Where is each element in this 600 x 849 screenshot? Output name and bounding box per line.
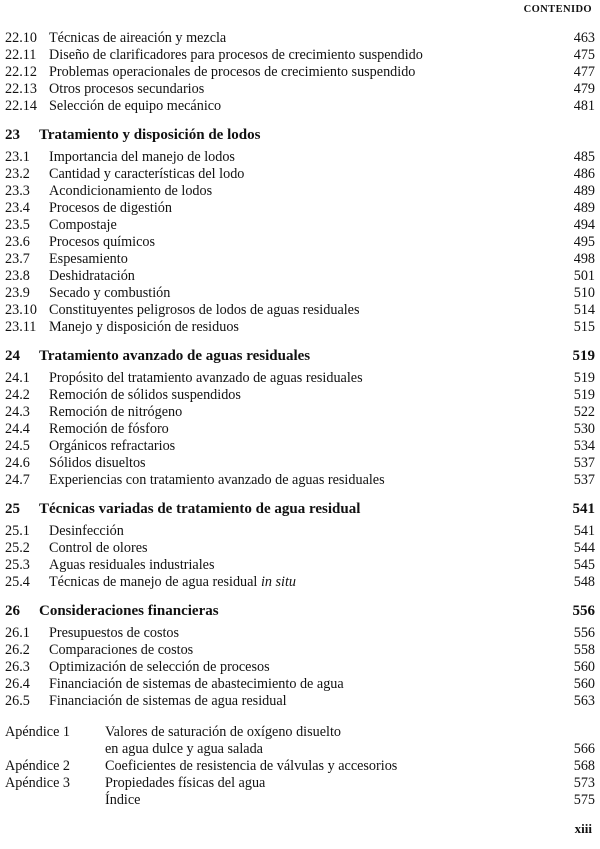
entry-page-number: 558 <box>573 642 595 658</box>
entry-title <box>49 421 169 438</box>
toc-entry <box>5 149 595 166</box>
entry-title-text: Orgánicos refractarios <box>49 438 176 454</box>
table-of-contents <box>5 30 595 809</box>
entry-title-text: Técnicas variadas de tratamiento de agua residual <box>39 501 361 517</box>
toc-entry <box>5 217 595 234</box>
entry-number: 24.7 <box>5 472 30 488</box>
entry-title-text: Problemas operacionales de procesos de crecimiento suspendido <box>49 64 416 80</box>
entry-page-number: 495 <box>573 234 595 250</box>
entry-title-text: Manejo y disposición de residuos <box>49 319 239 335</box>
entry-number: 23.8 <box>5 268 30 284</box>
entry-title-text: Control de olores <box>49 540 148 556</box>
toc-entry <box>5 387 595 404</box>
entry-title <box>49 659 270 676</box>
toc-entry-continuation <box>5 741 595 758</box>
entry-title <box>49 98 221 115</box>
entry-title <box>49 387 241 404</box>
toc-entry <box>5 455 595 472</box>
entry-number: 26.4 <box>5 676 30 692</box>
entry-title-text: Selección de equipo mecánico <box>49 98 222 114</box>
entry-number: 24.1 <box>5 370 30 386</box>
toc-entry <box>5 523 595 540</box>
entry-page-number: 560 <box>573 676 595 692</box>
toc-entry <box>5 693 595 710</box>
entry-number: 26.3 <box>5 659 30 675</box>
entry-page-number: 575 <box>573 792 595 808</box>
entry-title-text: Diseño de clarificadores para procesos de crecimiento suspendido <box>49 47 423 63</box>
entry-page-number: 548 <box>573 574 595 590</box>
entry-title-text: Financiación de sistemas de abastecimiento de agua <box>49 676 344 692</box>
entry-title <box>49 285 170 302</box>
entry-title <box>49 319 239 336</box>
chapter-heading <box>5 599 595 623</box>
entry-number: 23.6 <box>5 234 30 250</box>
entry-title-text: Remoción de nitrógeno <box>49 404 183 420</box>
entry-title <box>49 540 148 557</box>
toc-entry <box>5 64 595 81</box>
entry-title-text: Otros procesos secundarios <box>49 81 205 97</box>
entry-number: 23.2 <box>5 166 30 182</box>
entry-page-number: 560 <box>573 659 595 675</box>
chapter-heading <box>5 344 595 368</box>
toc-entry <box>5 472 595 489</box>
entry-page-number: 568 <box>573 758 595 774</box>
entry-number: 22.12 <box>5 64 37 80</box>
toc-entry <box>5 268 595 285</box>
entry-title-text: Remoción de fósforo <box>49 421 169 437</box>
entry-number: 24.2 <box>5 387 30 403</box>
entry-title <box>49 47 423 64</box>
entry-title <box>49 472 385 489</box>
entry-number: 25 <box>5 501 20 517</box>
appendix-entry <box>5 775 595 792</box>
entry-number: 26 <box>5 603 20 619</box>
toc-entry <box>5 370 595 387</box>
entry-title <box>49 557 214 574</box>
chapter-heading <box>5 123 595 147</box>
entry-title <box>105 792 140 809</box>
entry-number: 23.1 <box>5 149 30 165</box>
entry-page-number: 481 <box>573 98 595 114</box>
entry-title <box>49 183 212 200</box>
entry-number: 26.5 <box>5 693 30 709</box>
entry-page-number: 522 <box>573 404 595 420</box>
entry-title <box>49 200 172 217</box>
toc-entry <box>5 47 595 64</box>
entry-title-italic: in situ <box>260 574 297 590</box>
entry-title <box>49 302 360 319</box>
entry-title <box>49 574 296 591</box>
entry-title-text: Índice <box>105 792 141 808</box>
entry-title <box>49 81 204 98</box>
entry-title <box>49 455 146 472</box>
entry-page-number: 541 <box>572 501 595 517</box>
entry-title <box>49 166 244 183</box>
toc-entry <box>5 183 595 200</box>
toc-entry <box>5 302 595 319</box>
toc-entry <box>5 404 595 421</box>
entry-title-text: Financiación de sistemas de agua residual <box>49 693 287 709</box>
entry-number: 22.13 <box>5 81 37 97</box>
entry-title <box>105 775 265 792</box>
entry-title <box>105 758 397 775</box>
entry-page-number: 486 <box>573 166 595 182</box>
entry-title-text: Acondicionamiento de lodos <box>49 183 213 199</box>
entry-title-text: Constituyentes peligrosos de lodos de aguas residuales <box>49 302 360 318</box>
entry-title-text: Valores de saturación de oxígeno disuelto <box>105 724 341 740</box>
entry-title <box>39 344 310 368</box>
entry-number: 25.3 <box>5 557 30 573</box>
entry-page-number: 494 <box>573 217 595 233</box>
entry-number: 24.5 <box>5 438 30 454</box>
entry-number: Apéndice 3 <box>5 775 71 791</box>
entry-page-number: 514 <box>573 302 595 318</box>
entry-title <box>39 123 260 147</box>
entry-title-text: Propósito del tratamiento avanzado de aguas residuales <box>49 370 363 386</box>
entry-page-number: 537 <box>573 455 595 471</box>
toc-entry <box>5 166 595 183</box>
entry-number: 22.14 <box>5 98 37 114</box>
entry-title-text: Desinfección <box>49 523 124 539</box>
entry-title-text: Tratamiento y disposición de lodos <box>39 127 261 143</box>
toc-entry <box>5 642 595 659</box>
entry-page-number: 519 <box>573 370 595 386</box>
toc-entry <box>5 285 595 302</box>
entry-title-text: Compostaje <box>49 217 117 233</box>
entry-title-text: en agua dulce y agua salada <box>105 741 263 757</box>
toc-entry <box>5 98 595 115</box>
entry-title <box>39 599 219 623</box>
toc-entry <box>5 200 595 217</box>
entry-page-number: 510 <box>573 285 595 301</box>
entry-title <box>49 64 415 81</box>
toc-entry <box>5 251 595 268</box>
toc-entry <box>5 659 595 676</box>
toc-entry-continuation <box>5 792 595 809</box>
entry-title <box>49 149 235 166</box>
entry-page-number: 479 <box>573 81 595 97</box>
entry-title-text: Deshidratación <box>49 268 135 284</box>
entry-page-number: 477 <box>573 64 595 80</box>
entry-title <box>49 251 128 268</box>
entry-title <box>49 676 344 693</box>
entry-title-text: Importancia del manejo de lodos <box>49 149 235 165</box>
entry-title-text: Presupuestos de costos <box>49 625 180 641</box>
toc-entry <box>5 438 595 455</box>
entry-title <box>49 217 117 234</box>
entry-page-number: 545 <box>573 557 595 573</box>
appendix-entry <box>5 758 595 775</box>
entry-title-text: Experiencias con tratamiento avanzado de aguas residuales <box>49 472 385 488</box>
entry-number: 24 <box>5 348 20 364</box>
entry-title-text: Coeficientes de resistencia de válvulas y accesorios <box>105 758 398 774</box>
entry-number: 24.3 <box>5 404 30 420</box>
entry-page-number: 556 <box>572 603 595 619</box>
entry-number: Apéndice 2 <box>5 758 71 774</box>
entry-page-number: 485 <box>573 149 595 165</box>
chapter-heading <box>5 497 595 521</box>
entry-title <box>39 497 360 521</box>
entry-title-text: Propiedades físicas del agua <box>105 775 266 791</box>
entry-title-text: Cantidad y características del lodo <box>49 166 245 182</box>
entry-title <box>49 268 135 285</box>
entry-page-number: 519 <box>573 387 595 403</box>
entry-page-number: 566 <box>573 741 595 757</box>
entry-page-number: 537 <box>573 472 595 488</box>
entry-number: 24.6 <box>5 455 30 471</box>
entry-page-number: 498 <box>573 251 595 267</box>
entry-number: 22.11 <box>5 47 37 63</box>
toc-entry <box>5 625 595 642</box>
entry-page-number: 519 <box>572 348 595 364</box>
entry-number: 22.10 <box>5 30 37 46</box>
entry-number: 26.2 <box>5 642 30 658</box>
entry-title <box>49 693 287 710</box>
entry-title <box>49 234 155 251</box>
entry-title <box>105 741 263 758</box>
entry-number: 23.4 <box>5 200 30 216</box>
entry-title <box>105 724 341 741</box>
entry-page-number: 530 <box>573 421 595 437</box>
page-number: xiii <box>574 821 592 836</box>
entry-number: 25.4 <box>5 574 30 590</box>
entry-number: 26.1 <box>5 625 30 641</box>
appendix-entry <box>5 724 595 741</box>
entry-title-text: Técnicas de manejo de agua residual <box>49 574 258 590</box>
entry-number: 24.4 <box>5 421 30 437</box>
entry-title <box>49 438 175 455</box>
entry-title <box>49 404 182 421</box>
entry-number: 23.11 <box>5 319 37 335</box>
entry-title-text: Secado y combustión <box>49 285 171 301</box>
entry-page-number: 463 <box>573 30 595 46</box>
entry-page-number: 489 <box>573 183 595 199</box>
entry-number: 23.5 <box>5 217 30 233</box>
entry-number: 25.2 <box>5 540 30 556</box>
entry-number: 23.3 <box>5 183 30 199</box>
toc-entry <box>5 234 595 251</box>
entry-title-text: Tratamiento avanzado de aguas residuales <box>39 348 311 364</box>
entry-title <box>49 370 363 387</box>
entry-title-text: Procesos de digestión <box>49 200 172 216</box>
entry-title <box>49 30 226 47</box>
toc-entry <box>5 540 595 557</box>
entry-page-number: 534 <box>573 438 595 454</box>
entry-title-text: Procesos químicos <box>49 234 156 250</box>
entry-page-number: 489 <box>573 200 595 216</box>
entry-page-number: 563 <box>573 693 595 709</box>
entry-page-number: 573 <box>573 775 595 791</box>
entry-title <box>49 642 193 659</box>
entry-number: 23 <box>5 127 20 143</box>
entry-title-text: Espesamiento <box>49 251 128 267</box>
toc-entry <box>5 574 595 591</box>
toc-entry <box>5 676 595 693</box>
toc-entry <box>5 421 595 438</box>
toc-entry <box>5 30 595 47</box>
entry-title-text: Aguas residuales industriales <box>49 557 215 573</box>
entry-page-number: 501 <box>573 268 595 284</box>
entry-title-text: Remoción de sólidos suspendidos <box>49 387 241 403</box>
entry-number: 25.1 <box>5 523 30 539</box>
entry-title <box>49 523 124 540</box>
entry-title <box>49 625 179 642</box>
entry-title-text: Técnicas de aireación y mezcla <box>49 30 227 46</box>
entry-title-text: Optimización de selección de procesos <box>49 659 270 675</box>
toc-entry <box>5 81 595 98</box>
entry-title-text: Sólidos disueltos <box>49 455 146 471</box>
running-head: CONTENIDO <box>523 4 592 15</box>
entry-page-number: 556 <box>573 625 595 641</box>
entry-page-number: 544 <box>573 540 595 556</box>
entry-page-number: 515 <box>573 319 595 335</box>
entry-number: 23.10 <box>5 302 37 318</box>
entry-page-number: 475 <box>573 47 595 63</box>
toc-entry <box>5 557 595 574</box>
toc-entry <box>5 319 595 336</box>
entry-number: Apéndice 1 <box>5 724 71 740</box>
entry-number: 23.7 <box>5 251 30 267</box>
entry-title-text: Comparaciones de costos <box>49 642 194 658</box>
entry-number: 23.9 <box>5 285 30 301</box>
entry-title-text: Consideraciones financieras <box>39 603 219 619</box>
entry-page-number: 541 <box>573 523 595 539</box>
